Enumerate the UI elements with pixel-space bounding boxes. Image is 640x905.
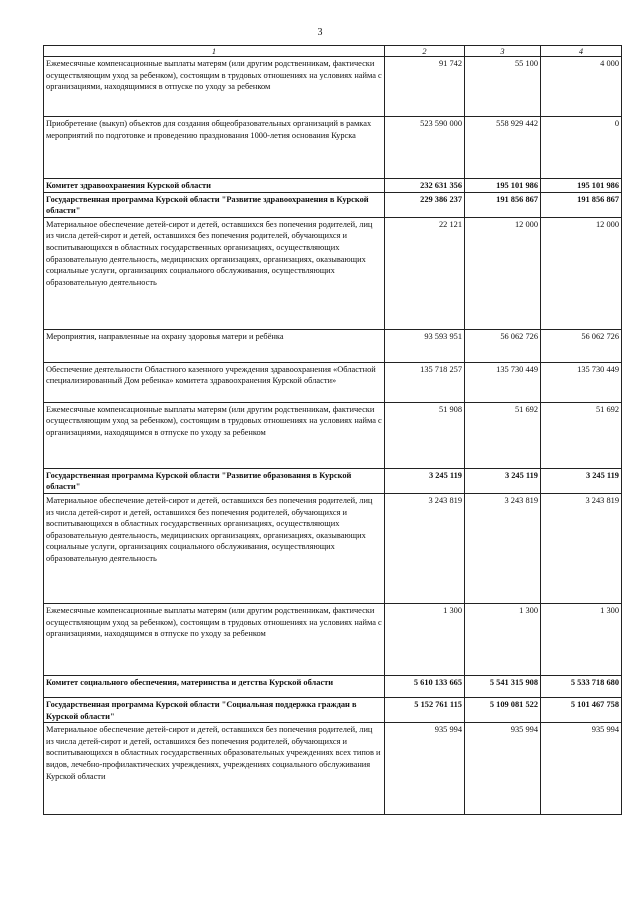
row-value-col-2: 1 300 — [385, 603, 465, 675]
row-value-col-4: 3 243 819 — [541, 493, 622, 603]
row-value-col-3: 5 109 081 522 — [465, 697, 541, 722]
table-row — [44, 468, 622, 493]
row-value-col-3: 3 243 819 — [465, 493, 541, 603]
row-value-col-2: 93 593 951 — [385, 329, 465, 362]
table-row — [44, 493, 622, 603]
row-name-cell: Ежемесячные компенсационные выплаты матерям (или другим родственникам, фактически осуществляющим уход за ребенком), состоящим в трудовых отношениях на условиях найма с организациями, находящимся в отпуске по уходу за ребенком — [44, 402, 385, 468]
header-col-3: 3 — [465, 46, 541, 57]
row-value-col-3: 558 929 442 — [465, 117, 541, 179]
row-value-col-2: 22 121 — [385, 217, 465, 329]
row-value-col-4: 195 101 986 — [541, 179, 622, 193]
page-number: 3 — [317, 27, 323, 38]
row-name-cell: Приобретение (выкуп) объектов для создания общеобразовательных организаций в рамках мероприятий по подготовке и проведению празднования 1000-летия основания Курска — [44, 117, 385, 179]
row-value-col-2: 523 590 000 — [385, 117, 465, 179]
header-col-1: 1 — [44, 46, 385, 57]
table-row — [44, 603, 622, 675]
row-value-col-4: 5 533 718 680 — [541, 675, 622, 697]
row-name-cell: Материальное обеспечение детей-сирот и детей, оставшихся без попечения родителей, лиц из числа детей-сирот и детей, оставшихся без попечения родителей, обучающихся и воспитывающихся в областных государственных организациях, осуществляющих образовательную деятельность, медицинских организациях, организациях, оказывающих социальные услуги, организациях социального обслуживания, осуществляющих образовательную деятельность — [44, 493, 385, 603]
table-row — [44, 723, 622, 815]
row-value-col-4: 935 994 — [541, 723, 622, 815]
budget-table-body — [44, 46, 622, 815]
table-row — [44, 179, 622, 193]
table-row — [44, 192, 622, 217]
table-row — [44, 362, 622, 402]
header-col-2: 2 — [385, 46, 465, 57]
row-value-col-3: 1 300 — [465, 603, 541, 675]
row-name-cell: Ежемесячные компенсационные выплаты матерям (или другим родственникам, фактически осуществляющим уход за ребенком), состоящим в трудовых отношениях на условиях найма с организациями, находящимися в отпуске по уходу за ребенком — [44, 57, 385, 117]
table-row — [44, 57, 622, 117]
row-value-col-2: 5 610 133 665 — [385, 675, 465, 697]
row-value-col-4: 1 300 — [541, 603, 622, 675]
row-name-cell: Ежемесячные компенсационные выплаты матерям (или другим родственникам, фактически осуществляющим уход за ребенком), состоящим в трудовых отношениях на условиях найма с организациями, находящимся в отпуске по уходу за ребенком — [44, 603, 385, 675]
row-name-cell: Государственная программа Курской области "Развитие здравоохранения в Курской области" — [44, 192, 385, 217]
row-value-col-4: 135 730 449 — [541, 362, 622, 402]
row-name-cell: Материальное обеспечение детей-сирот и детей, оставшихся без попечения родителей, лиц из числа детей-сирот и детей, оставшихся без попечения родителей, обучающихся и воспитывающихся в областных государственных образовательных учреждениях всех типов и видов, лечебно-профилактических учреждениях, учреждениях социального обслуживания Курской области — [44, 723, 385, 815]
row-value-col-2: 229 386 237 — [385, 192, 465, 217]
row-value-col-4: 51 692 — [541, 402, 622, 468]
row-value-col-2: 3 243 819 — [385, 493, 465, 603]
row-value-col-4: 5 101 467 758 — [541, 697, 622, 722]
row-value-col-2: 935 994 — [385, 723, 465, 815]
table-row — [44, 329, 622, 362]
row-value-col-2: 3 245 119 — [385, 468, 465, 493]
row-value-col-3: 935 994 — [465, 723, 541, 815]
row-value-col-2: 51 908 — [385, 402, 465, 468]
row-value-col-3: 55 100 — [465, 57, 541, 117]
header-col-4: 4 — [541, 46, 622, 57]
budget-table — [43, 45, 622, 815]
row-value-col-2: 232 631 356 — [385, 179, 465, 193]
table-row — [44, 697, 622, 722]
table-row — [44, 117, 622, 179]
row-value-col-2: 135 718 257 — [385, 362, 465, 402]
row-name-cell: Комитет здравоохранения Курской области — [44, 179, 385, 193]
row-value-col-2: 5 152 761 115 — [385, 697, 465, 722]
row-value-col-4: 56 062 726 — [541, 329, 622, 362]
row-value-col-3: 135 730 449 — [465, 362, 541, 402]
row-name-cell: Государственная программа Курской области "Социальная поддержка граждан в Курской области" — [44, 697, 385, 722]
row-name-cell: Материальное обеспечение детей-сирот и детей, оставшихся без попечения родителей, лиц из числа детей-сирот и детей, оставшихся без попечения родителей, обучающихся и воспитывающихся в областных государственных организациях, осуществляющих образовательную деятельность, медицинских организациях, организациях, оказывающих социальные услуги, организациях социального обслуживания, осуществляющих образовательную деятельность — [44, 217, 385, 329]
row-value-col-3: 56 062 726 — [465, 329, 541, 362]
table-row — [44, 217, 622, 329]
row-value-col-3: 3 245 119 — [465, 468, 541, 493]
row-value-col-4: 191 856 867 — [541, 192, 622, 217]
row-value-col-3: 191 856 867 — [465, 192, 541, 217]
row-value-col-4: 4 000 — [541, 57, 622, 117]
row-value-col-4: 12 000 — [541, 217, 622, 329]
row-value-col-3: 12 000 — [465, 217, 541, 329]
row-value-col-2: 91 742 — [385, 57, 465, 117]
table-header-row — [44, 46, 622, 57]
row-value-col-3: 5 541 315 908 — [465, 675, 541, 697]
row-name-cell: Государственная программа Курской области "Развитие образования в Курской области" — [44, 468, 385, 493]
row-value-col-3: 195 101 986 — [465, 179, 541, 193]
table-row — [44, 675, 622, 697]
row-name-cell: Комитет социального обеспечения, материнства и детства Курской области — [44, 675, 385, 697]
table-row — [44, 402, 622, 468]
row-value-col-4: 3 245 119 — [541, 468, 622, 493]
row-name-cell: Обеспечение деятельности Областного казенного учреждения здравоохранения «Областной специализированный Дом ребенка» комитета здравоохранения Курской области» — [44, 362, 385, 402]
row-value-col-4: 0 — [541, 117, 622, 179]
row-name-cell: Мероприятия, направленные на охрану здоровья матери и ребёнка — [44, 329, 385, 362]
row-value-col-3: 51 692 — [465, 402, 541, 468]
